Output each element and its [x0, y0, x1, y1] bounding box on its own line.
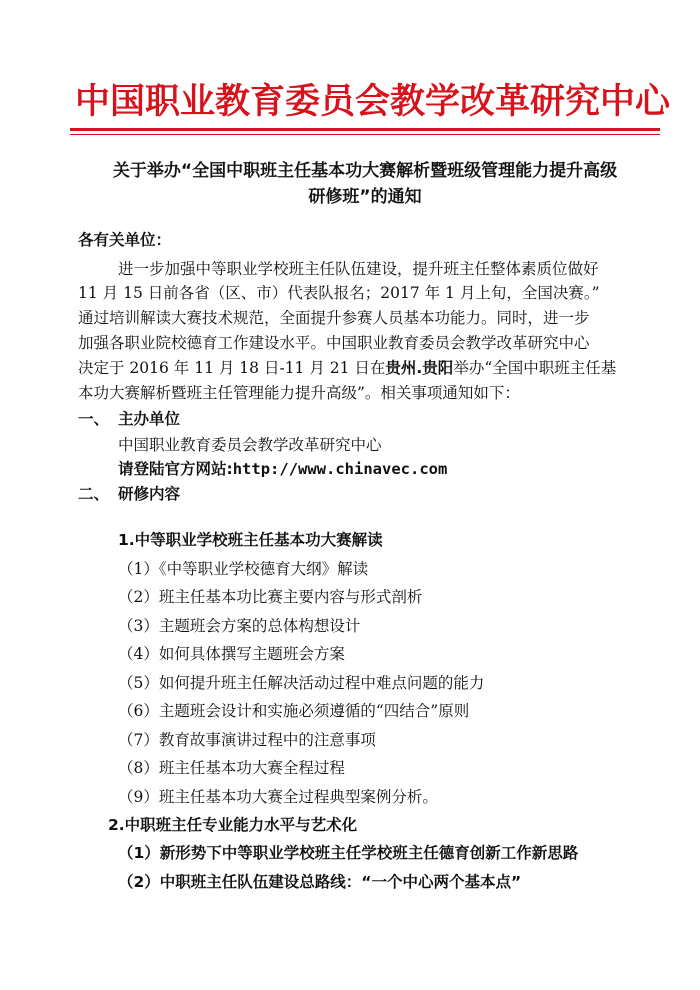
- list-item: （5）如何提升班主任解决活动过程中难点问题的能力: [118, 674, 485, 692]
- organizer-name: 中国职业教育委员会教学改革研究中心: [118, 436, 382, 454]
- notice-title-line-2: 研修班”的通知: [308, 187, 422, 207]
- website-label: 请登陆官方网站:: [118, 460, 233, 478]
- section-1-number: 一、: [78, 410, 110, 428]
- website-link[interactable]: http://www.chinavec.com: [232, 460, 448, 478]
- body-line-5: [78, 356, 616, 380]
- notice-title: [70, 158, 660, 210]
- list-item: （8）班主任基本功大赛全程过程: [118, 759, 345, 777]
- body-line-5-suffix: 举办“全国中职班主任基: [453, 359, 617, 377]
- org-letterhead-title: 中国职业教育委员会教学改革研究中心: [75, 82, 671, 122]
- body-line-5-prefix: 决定于 2016 年 11 月 18 日-11 月 21 日在: [78, 359, 386, 377]
- website-line: [118, 457, 447, 481]
- list-item: （2）中职班主任队伍建设总路线：“一个中心两个基本点”: [118, 873, 522, 891]
- list-item: （1）《中等职业学校德育大纲》解读: [118, 560, 369, 578]
- letterhead-rule-thin: [70, 134, 660, 135]
- event-location: 贵州.贵阳: [385, 359, 454, 377]
- body-line-1: 进一步加强中等职业学校班主任队伍建设，提升班主任整体素质位做好: [118, 260, 599, 278]
- body-line-6: 本功大赛解析暨班主任管理能力提升高级”。相关事项通知如下：: [78, 384, 520, 402]
- list-item: （4）如何具体撰写主题班会方案: [118, 645, 345, 663]
- body-line-2: 11 月 15 日前各省（区、市）代表队报名；2017 年 1 月上旬，全国决赛。”: [78, 284, 600, 302]
- subsection-2-heading: 2.中职班主任专业能力水平与艺术化: [108, 816, 358, 834]
- letterhead-rule-thick: [70, 128, 660, 131]
- list-item: （3）主题班会方案的总体构想设计: [118, 617, 361, 635]
- notice-title-line-1: 关于举办“全国中职班主任基本功大赛解析暨班级管理能力提升高级: [112, 161, 618, 181]
- list-item: （2）班主任基本功比赛主要内容与形式剖析: [118, 588, 423, 606]
- subsection-1-heading: 1.中等职业学校班主任基本功大赛解读: [118, 531, 383, 549]
- section-2-number: 二、: [78, 485, 110, 503]
- section-1-heading: 主办单位: [118, 410, 181, 428]
- list-item: （9）班主任基本功大赛全过程典型案例分析。: [118, 788, 438, 806]
- list-item: （7）教育故事演讲过程中的注意事项: [118, 731, 376, 749]
- list-item: （6）主题班会设计和实施必须遵循的“四结合”原则: [118, 702, 470, 720]
- section-2-heading: 研修内容: [118, 485, 181, 503]
- list-item: （1）新形势下中等职业学校班主任学校班主任德育创新工作新思路: [118, 844, 579, 862]
- salutation: 各有关单位：: [78, 231, 172, 249]
- body-line-4: 加强各职业院校德育工作建设水平。中国职业教育委员会教学改革研究中心: [78, 334, 590, 352]
- body-line-3: 通过培训解读大赛技术规范，全面提升参赛人员基本功能力。同时，进一步: [78, 309, 590, 327]
